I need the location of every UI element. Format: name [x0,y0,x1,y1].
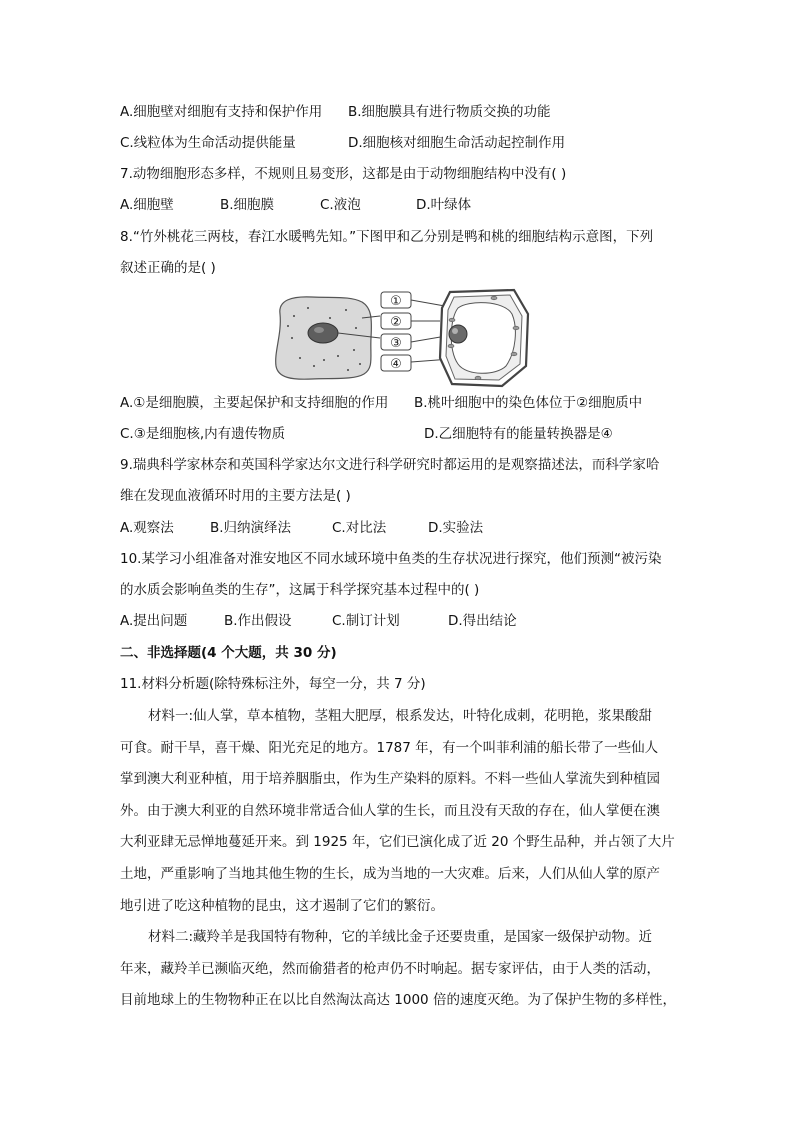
material-1-line-3: 掌到澳大利亚种植，用于培养胭脂虫，作为生产染料的原料。不料一些仙人掌流失到种植园 [120,771,660,788]
q7-option-c[interactable]: C.液泡 [320,197,361,213]
label-4: ④ [390,357,402,372]
q11-title: 11.材料分析题(除特殊标注外，每空一分，共 7 分) [120,676,426,692]
material-1-line-6: 土地，严重影响了当地其他生物的生长，成为当地的一大灾难。后来，人们从仙人掌的原产 [120,865,660,882]
q8-stem-line-1: 8.“竹外桃花三两枝，春江水暖鸭先知。”下图甲和乙分别是鸭和桃的细胞结构示意图，下列 [120,229,654,245]
q10-option-b[interactable]: B.作出假设 [224,613,292,629]
label-1: ① [390,294,402,309]
q9-option-d[interactable]: D.实验法 [428,520,484,536]
material-1-line-1: 材料一:仙人掌，草本植物，茎粗大肥厚，根系发达，叶特化成刺，花明艳，浆果酸甜 [148,708,653,724]
diagram-labels [381,292,411,372]
q9-option-a[interactable]: A.观察法 [120,520,174,536]
q6-options-row-1 [120,102,551,122]
q6-option-c[interactable]: C.线粒体为生命活动提供能量 [120,135,296,151]
q8-option-d[interactable]: D.乙细胞特有的能量转换器是④ [424,426,613,442]
q8-option-c[interactable]: C.③是细胞核,内有遗传物质 [120,426,286,442]
q8-option-a[interactable]: A.①是细胞膜，主要起保护和支持细胞的作用 [120,395,389,411]
q9-options [120,518,483,538]
q9-stem-line-1: 9.瑞典科学家林奈和英国科学家达尔文进行科学研究时都运用的是观察描述法，而科学家哈 [120,457,660,473]
material-1-line-2: 可食。耐干旱，喜干燥、阳光充足的地方。1787 年，有一个叫菲利浦的船长带了一些仙人 [120,739,659,756]
animal-cell-figure [276,297,372,379]
q6-option-d[interactable]: D.细胞核对细胞生命活动起控制作用 [348,135,566,151]
material-2-line-1: 材料二:藏羚羊是我国特有物种，它的羊绒比金子还要贵重，是国家一级保护动物。近 [148,929,653,945]
q10-stem-line-2: 的水质会影响鱼类的生存”，这属于科学探究基本过程中的( ) [120,582,480,598]
q9-stem-line-2: 维在发现血液循环时用的主要方法是( ) [120,488,351,504]
q8-stem-line-2: 叙述正确的是( ) [120,260,216,276]
label-2: ② [390,315,402,330]
q10-stem-line-1: 10.某学习小组准备对淮安地区不同水域环境中鱼类的生存状况进行探究，他们预测“被污染 [120,551,662,567]
q8-options-row-2 [120,424,613,444]
q6-option-a[interactable]: A.细胞壁对细胞有支持和保护作用 [120,104,323,120]
q8-option-b[interactable]: B.桃叶细胞中的染色体位于②细胞质中 [414,395,643,411]
material-2-line-3: 目前地球上的生物物种正在以比自然淘汰高达 1000 倍的速度灭绝。为了保护生物的多样性， [120,992,676,1009]
q6-option-b[interactable]: B.细胞膜具有进行物质交换的功能 [348,104,551,120]
material-2-paragraph [120,922,676,1017]
q8-options-row-1 [120,393,642,413]
material-1-paragraph [120,701,676,922]
q10-option-d[interactable]: D.得出结论 [448,613,517,629]
material-1-line-7: 地引进了吃这种植物的昆虫，这才遏制了它们的繁衍。 [120,897,444,914]
q7-option-d[interactable]: D.叶绿体 [416,197,472,213]
q10-option-a[interactable]: A.提出问题 [120,613,188,629]
material-1-line-4: 外。由于澳大利亚的自然环境非常适合仙人掌的生长，而且没有天敌的存在，仙人掌便在澳 [120,802,660,819]
q7-option-b[interactable]: B.细胞膜 [220,197,275,213]
label-3: ③ [390,336,402,351]
q9-option-b[interactable]: B.归纳演绎法 [210,520,292,536]
q6-options-row-2 [120,133,565,153]
q9-option-c[interactable]: C.对比法 [332,520,387,536]
material-1-line-5: 大利亚肆无忌惮地蔓延开来。到 1925 年，它们已演化成了近 20 个野生品种，并占领了大片 [120,834,675,851]
material-2-line-2: 年来，藏羚羊已濒临灭绝，然而偷猎者的枪声仍不时响起。据专家评估，由于人类的活动， [120,960,660,977]
cell-structure-diagram [268,288,530,388]
q7-stem: 7.动物细胞形态多样，不规则且易变形，这都是由于动物细胞结构中没有( ) [120,166,567,182]
q10-options [120,611,517,631]
q7-option-a[interactable]: A.细胞壁 [120,197,174,213]
section-2-title: 二、非选择题(4 个大题，共 30 分) [120,645,337,661]
plant-cell-figure [440,290,528,386]
q7-options [120,195,471,215]
q10-option-c[interactable]: C.制订计划 [332,613,400,629]
